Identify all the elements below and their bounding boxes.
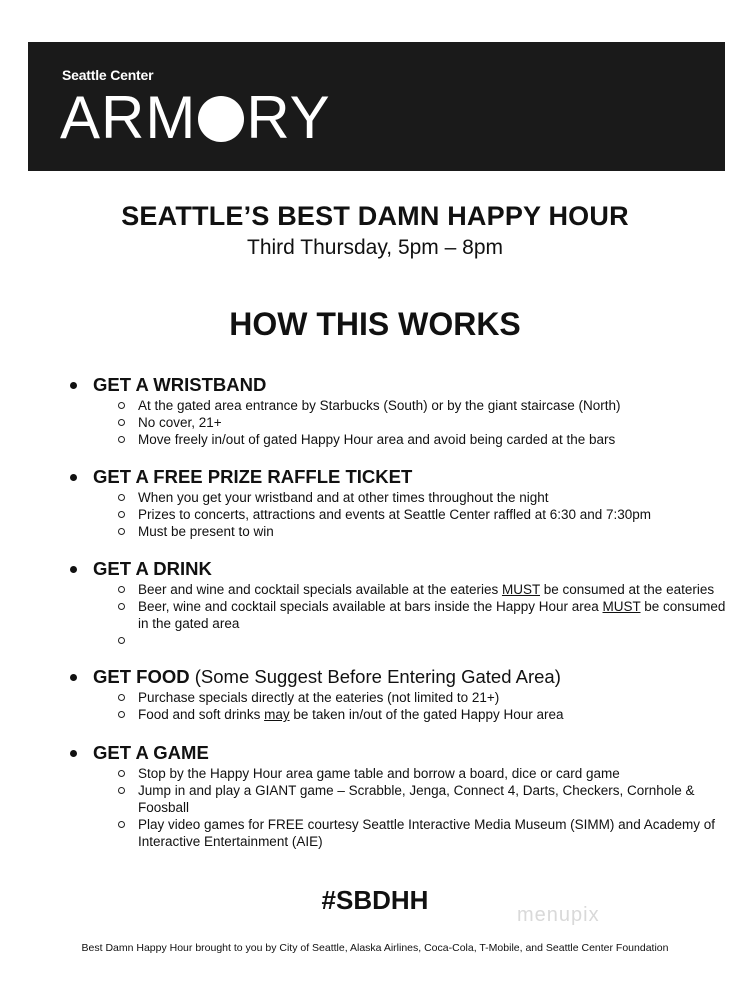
section-title-text: GET A GAME bbox=[93, 742, 209, 763]
how-this-works-title: HOW THIS WORKS bbox=[229, 306, 521, 342]
may-emphasis: may bbox=[264, 707, 290, 722]
section-drink bbox=[70, 558, 730, 649]
item-list bbox=[70, 489, 730, 540]
page-title: SEATTLE’S BEST DAMN HAPPY HOUR bbox=[121, 201, 629, 231]
bullet-icon bbox=[70, 674, 77, 681]
list-item: Play video games for FREE courtesy Seattle Interactive Media Museum (SIMM) and Academy of Interactive Entertainment (AIE) bbox=[138, 816, 730, 850]
bullet-icon bbox=[70, 566, 77, 573]
logo-text-end: RY bbox=[246, 84, 331, 151]
section-title bbox=[70, 374, 730, 396]
bullet-icon bbox=[70, 382, 77, 389]
list-item: Move freely in/out of gated Happy Hour area and avoid being carded at the bars bbox=[138, 431, 730, 448]
list-item-empty bbox=[138, 632, 730, 649]
list-item: Prizes to concerts, attractions and events at Seattle Center raffled at 6:30 and 7:30pm bbox=[138, 506, 730, 523]
item-list bbox=[70, 397, 730, 448]
list-item: Must be present to win bbox=[138, 523, 730, 540]
event-time: Third Thursday, 5pm – 8pm bbox=[247, 236, 503, 259]
list-item: Purchase specials directly at the eateries (not limited to 21+) bbox=[138, 689, 730, 706]
section-title bbox=[70, 742, 730, 764]
item-list bbox=[70, 689, 730, 723]
section-title-text: GET A WRISTBAND bbox=[93, 374, 267, 395]
section-raffle bbox=[70, 466, 730, 540]
list-item: Food and soft drinks may be taken in/out of the gated Happy Hour area bbox=[138, 706, 730, 723]
section-title-text: GET A FREE PRIZE RAFFLE TICKET bbox=[93, 466, 413, 487]
list-item: When you get your wristband and at other times throughout the night bbox=[138, 489, 730, 506]
must-emphasis: MUST bbox=[602, 599, 641, 614]
item-list bbox=[70, 765, 730, 850]
section-title-note: (Some Suggest Before Entering Gated Area) bbox=[194, 666, 561, 687]
list-item: Beer and wine and cocktail specials available at the eateries MUST be consumed at the eateries bbox=[138, 581, 730, 598]
bullet-icon bbox=[70, 474, 77, 481]
section-title bbox=[70, 558, 730, 580]
section-food bbox=[70, 666, 730, 723]
list-item: Stop by the Happy Hour area game table and borrow a board, dice or card game bbox=[138, 765, 730, 782]
list-item: Beer, wine and cocktail specials available at bars inside the Happy Hour area MUST be consumed in the gated area bbox=[138, 598, 730, 632]
item-list bbox=[70, 581, 730, 649]
list-item: Jump in and play a GIANT game – Scrabble, Jenga, Connect 4, Darts, Checkers, Cornhole & Foosball bbox=[138, 782, 730, 816]
list-item: At the gated area entrance by Starbucks (South) or by the giant staircase (North) bbox=[138, 397, 730, 414]
section-title bbox=[70, 666, 730, 688]
logo-text-start: ARM bbox=[60, 84, 197, 151]
section-wristband bbox=[70, 374, 730, 448]
section-title-text: GET FOOD bbox=[93, 666, 190, 687]
hashtag: #SBDHH bbox=[321, 885, 429, 915]
watermark: menupix bbox=[517, 904, 600, 926]
header-banner bbox=[28, 42, 725, 171]
armory-logo bbox=[60, 82, 331, 154]
section-title bbox=[70, 466, 730, 488]
venue-subtitle: Seattle Center bbox=[62, 67, 154, 83]
section-title-text: GET A DRINK bbox=[93, 558, 212, 579]
bullet-icon bbox=[70, 750, 77, 757]
must-emphasis: MUST bbox=[501, 582, 540, 597]
list-item: No cover, 21+ bbox=[138, 414, 730, 431]
logo-o-circle bbox=[198, 96, 244, 142]
sponsor-footer: Best Damn Happy Hour brought to you by City of Seattle, Alaska Airlines, Coca-Cola, T-Mobile, and Seattle Center Foundation bbox=[81, 942, 669, 954]
section-game bbox=[70, 742, 730, 850]
